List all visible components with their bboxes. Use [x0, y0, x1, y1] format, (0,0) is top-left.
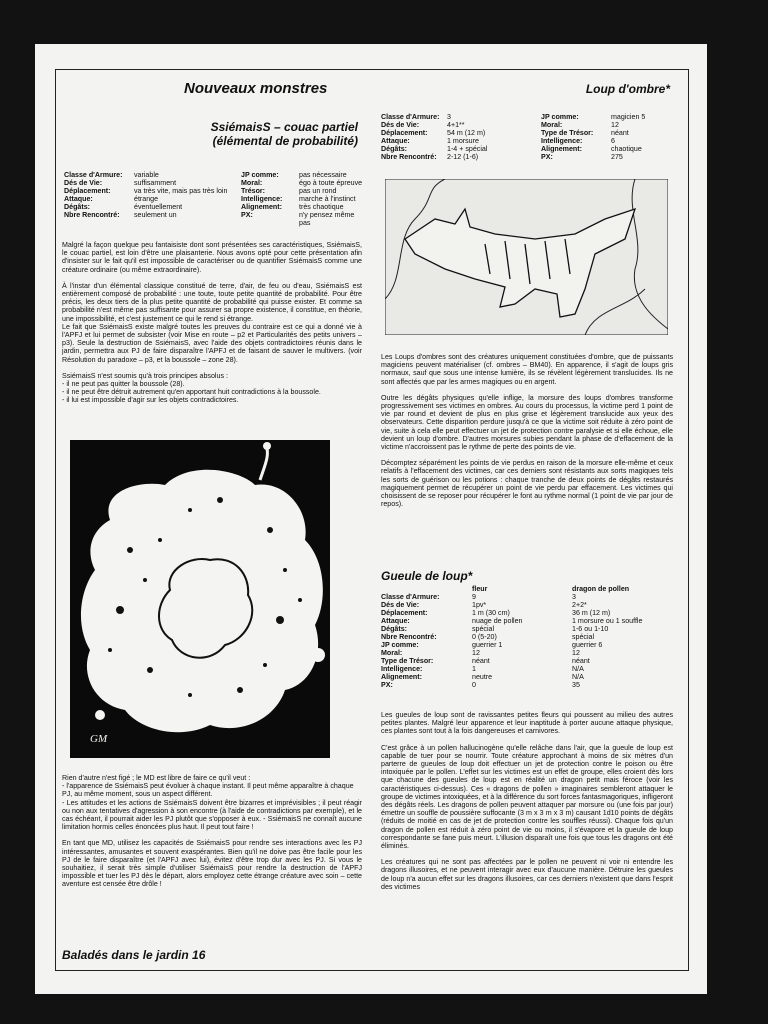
stat-label: Nbre Rencontré: — [64, 211, 120, 219]
stat-value: seulement un — [134, 211, 177, 219]
paragraph: Décomptez séparément les points de vie perdus en raison de la morsure elle-même et ceux relatifs à l'effacement des victimes, car ces derniers sont résistants aux sorts magiques tels les sorts de guérison ou les potions : chaque tranche de deux points de dégâts restaurés magiquement permet de récupérer un point de vie perdu par effacement. Les victimes qui choisissent de se reposer pour récupérer le font au rythme normal (1 point de vie par jour de repos). — [381, 459, 673, 509]
ssiemaiss-stats-right — [241, 171, 363, 227]
stat-value: marche à l'instinct — [299, 195, 356, 203]
stat-label: Attaque: — [381, 617, 410, 625]
stat-value: guerrier 1 — [472, 641, 503, 649]
stat-row — [241, 211, 363, 227]
stat-label: Type de Trésor: — [541, 129, 594, 137]
stat-value: n'y pensez même pas — [299, 211, 355, 227]
stat-value: 3 — [447, 113, 451, 121]
illustration-signature: GM — [90, 733, 108, 745]
stat-label: Dégâts: — [64, 203, 91, 211]
stat-value: égo à toute épreuve — [299, 179, 363, 187]
stat-label: Nbre Rencontré: — [381, 633, 437, 641]
stat-value: 54 m (12 m) — [447, 129, 486, 137]
stat-value: variable — [134, 171, 159, 179]
stat-row — [381, 633, 671, 641]
stat-label: Attaque: — [381, 137, 410, 145]
stat-row — [241, 179, 363, 187]
paragraph: - Les attitudes et les actions de SsiémaisS doivent être bizarres et imprévisibles ; il peut réagir ou non aux tentatives d'agression à son encontre (à l'aide de contradictions par exemple), et le cas échéant, il pourrait aider les PJ plutôt que s'opposer à eux. - SsiémaisS ne connaît aucune limitation hormis celles énoncées plus haut. Il peut tout faire ! — [62, 798, 362, 832]
stat-row — [381, 665, 671, 673]
stat-value: 3 — [572, 593, 576, 601]
stat-row — [381, 617, 671, 625]
stat-row — [381, 593, 671, 601]
stat-row — [381, 641, 671, 649]
stat-value: 1 morsure ou 1 souffle — [572, 617, 643, 625]
stat-label: JP comme: — [381, 641, 419, 649]
stat-row — [64, 187, 239, 195]
stat-row — [64, 203, 239, 211]
stat-row — [241, 187, 363, 195]
loup-stats-right — [541, 113, 661, 161]
stat-value: 0 (5-20) — [472, 633, 497, 641]
stat-value: 12 — [472, 649, 480, 657]
ssiemaiss-stats-left — [64, 171, 239, 219]
list-item: - il ne peut pas quitter la boussole (28). — [62, 380, 185, 389]
stat-label: Trésor: — [241, 187, 266, 195]
stat-row — [381, 129, 529, 137]
paragraph: Les créatures qui ne sont pas affectées par le pollen ne peuvent ni voir ni entendre les dragons illusoires, et ne peuvent interagir avec eux d'aucune manière. Détruire les gueules de loup n'a aucun effet sur les dragons illusoires, car ces derniers n'existent que dans l'esprit des victimes — [381, 858, 673, 891]
stat-value: 9 — [472, 593, 476, 601]
stat-row — [541, 137, 661, 145]
stat-label: PX: — [241, 211, 253, 219]
column-header: fleur — [472, 585, 488, 593]
stat-label: Moral: — [241, 179, 263, 187]
ssiemaiss-title-line2: (élémental de probabilité) — [212, 134, 358, 148]
rule-list — [62, 380, 362, 405]
stat-label: Déplacement: — [64, 187, 111, 195]
list-item: - il lui est impossible d'agir sur les objets contradictoires. — [62, 396, 239, 405]
paragraph: SsiémaisS n'est soumis qu'à trois principes absolus : — [62, 371, 228, 380]
stat-value: N/A — [572, 665, 584, 673]
ssiemaiss-title-line1: SsiémaisS – couac partiel — [210, 120, 358, 134]
stat-label: Alignement: — [241, 203, 282, 211]
stat-row — [381, 649, 671, 657]
stat-row — [541, 145, 661, 153]
stat-label: Dés de Vie: — [64, 179, 103, 187]
stat-value: va très vite, mais pas très loin — [134, 187, 228, 195]
stat-value: très chaotique — [299, 203, 344, 211]
page-footer: Baladés dans le jardin 16 — [62, 948, 206, 962]
stat-value: néant — [472, 657, 490, 665]
stat-value: néant — [572, 657, 590, 665]
stat-row — [241, 195, 363, 203]
stat-label: Type de Trésor: — [381, 657, 434, 665]
stat-value: nuage de pollen — [472, 617, 523, 625]
stat-label: Nbre Rencontré: — [381, 153, 437, 161]
stat-row — [241, 203, 363, 211]
ssiemaiss-heading — [190, 120, 358, 148]
loup-stats-left — [381, 113, 529, 161]
stat-label: Classe d'Armure: — [381, 593, 440, 601]
stat-label: Déplacement: — [381, 609, 428, 617]
stat-label: Dégâts: — [381, 625, 408, 633]
stat-label: JP comme: — [541, 113, 579, 121]
column-header: dragon de pollen — [572, 585, 630, 593]
loup-text — [381, 353, 673, 516]
stat-value: neutre — [472, 673, 493, 681]
stat-row — [541, 129, 661, 137]
stat-value: 0 — [472, 681, 476, 689]
stat-row — [241, 171, 363, 179]
stat-label: Dés de Vie: — [381, 121, 420, 129]
stat-value: pas un rond — [299, 187, 337, 195]
list-item: - il ne peut être détruit autrement qu'en apportant huit contradictions à la boussole. — [62, 388, 321, 397]
stat-value: éventuellement — [134, 203, 183, 211]
ssiemaiss-illustration — [70, 440, 330, 758]
paragraph: Outre les dégâts physiques qu'elle inflige, la morsure des loups d'ombres transforme progressivement ses victimes en ombres. Au cours du processus, la victime perd 1 point de vie par round et devient de plus en plus grise et légèrement translucide aux yeux des observateurs. Cette disparition perdure jusqu'à ce que la victime soit réduite à zéro point de vie, suite à cela elle peut effectuer un jet de protection contre paralysie et si elle échoue, elle devient un loup d'ombre. D'autres morsures subies pendant la phase de d'effacement de la victime n'accroissent pas le rythme de perte des points de vie. — [381, 393, 673, 452]
stat-value: étrange — [134, 195, 159, 203]
stat-label: Classe d'Armure: — [381, 113, 440, 121]
stat-value: néant — [611, 129, 629, 137]
stat-row — [381, 673, 671, 681]
stat-row — [381, 609, 671, 617]
stat-row — [541, 153, 661, 161]
loup-title: Loup d'ombre* — [585, 82, 670, 96]
gueule-text — [381, 711, 673, 899]
stat-row — [381, 137, 529, 145]
gueule-title: Gueule de loup* — [381, 569, 473, 583]
stat-value: 36 m (12 m) — [572, 609, 611, 617]
loup-illustration — [385, 179, 668, 335]
stat-value: spécial — [572, 633, 595, 641]
stat-value: 1-4 + spécial — [447, 145, 488, 153]
stat-value: suffisamment — [134, 179, 177, 187]
stat-value: spécial — [472, 625, 495, 633]
stat-row — [381, 153, 529, 161]
stat-row — [381, 657, 671, 665]
stat-label: Intelligence: — [241, 195, 283, 203]
paragraph: En tant que MD, utilisez les capacités de SsiémaisS pour rendre ses interactions avec les PJ intéressantes, amusantes et souvent exaspérantes. Bien qu'il ne doive pas être facile pour les PJ de le faire disparaître (et l'APFJ avec lui), évitez d'être trop dur avec les PJ. Si vous le souhaitiez, il serait très simple d'utiliser SsiémaisS pour rendre la destruction de l'APFJ impossible et tuer les PJ dès le départ, alors employez cette étrange créature avec soin – cette aventure est censée être drôle ! — [62, 839, 362, 889]
stat-value: 12 — [572, 649, 580, 657]
stat-label: Classe d'Armure: — [64, 171, 123, 179]
paragraph: Les Loups d'ombres sont des créatures uniquement constituées d'ombre, que de puissants magiciens peuvent matérialiser (cf. ombres – BM40). En apparence, il s'agit de loups gris normaux, sauf que sous une intense lumière, ils se révèlent légèrement translucides. Ils ne sont affectés que par les armes magiques ou en argent. — [381, 353, 673, 386]
stat-value: 12 — [611, 121, 619, 129]
stat-value: 1pv* — [472, 601, 487, 609]
stat-label: Déplacement: — [381, 129, 428, 137]
stat-value: 275 — [611, 153, 623, 161]
stat-row — [381, 601, 671, 609]
stat-value: 35 — [572, 681, 580, 689]
stat-value: pas nécessaire — [299, 171, 347, 179]
stat-row — [381, 681, 671, 689]
stat-row — [381, 113, 529, 121]
stat-label: Dés de Vie: — [381, 601, 420, 609]
stat-row — [541, 113, 661, 121]
page-title: Nouveaux monstres — [184, 80, 328, 97]
stat-value: 1-6 ou 1-10 — [572, 625, 609, 633]
stat-value: 4+1** — [447, 121, 465, 129]
stat-value: chaotique — [611, 145, 642, 153]
stat-row — [381, 121, 529, 129]
stat-value: 1 — [472, 665, 476, 673]
paragraph: Le fait que SsiémaisS existe malgré toutes les preuves du contraire est ce qui a donné vie à l'APFJ et lui permet de subsister (voir Mise en route – p2 et Particularités des petits univers – p3). Seule la destruction de SsiémaisS, avec l'aide des objets contradictoires réunis dans le jardin, permettra aux PJ de faire disparaître l'APFJ et de faisant de sauver le multivers. (voir Résolution du paradoxe – p3, et la boussole – zone 28). — [62, 322, 362, 364]
stat-label: Moral: — [381, 649, 403, 657]
stat-label: Dégâts: — [381, 145, 408, 153]
stat-value: magicien 5 — [611, 113, 646, 121]
paragraph: Malgré la façon quelque peu fantaisiste dont sont présentées ses caractéristiques, SsiémaisS, le couac partiel, est loin d'être une plaisanterie. Nous avons opté pour cette présentation afin d'insister sur le fait qu'il est impossible de caractériser ou de quantifier SsiémaisS comme une créature ordinaire (ou même extraordinaire). — [62, 241, 362, 274]
stat-row — [381, 145, 529, 153]
stat-label: Intelligence: — [541, 137, 583, 145]
stat-value: 6 — [611, 137, 615, 145]
stat-label: Attaque: — [64, 195, 93, 203]
stat-label: Alignement: — [381, 673, 422, 681]
stat-row — [64, 195, 239, 203]
stat-row — [381, 625, 671, 633]
stat-label: PX: — [541, 153, 553, 161]
paragraph: Les gueules de loup sont de ravissantes petites fleurs qui poussent au milieu des autres petites plantes. Malgré leur apparence et leur inaptitude à porter aucune attaque physique, ces plantes sont tout à la fois dangereuses et carnivores. — [381, 711, 673, 736]
paragraph: C'est grâce à un pollen hallucinogène qu'elle relâche dans l'air, que la gueule de loup est capable de tuer pour se nourrir. Toute créature approchant à moins de six mètres d'un parterre de gueules de loup doit effectuer un jet de protection contre le poison ou être intoxiquée par le pollen. L'effet sur les victimes est un effet de groupe, elles croient dès lors que chacune des gueules de loup est en réalité un dragon petit mais féroce (voir les caractéristiques ci-dessus). Ces « dragons de pollen » imaginaires sembleront attaquer le groupe de victimes intoxiquées, et à la différence du sort forces fantasmagoriques, infligeront des dégâts réels. Les dragons de pollen peuvent attaquer par morsure ou (une fois par jour) émettre un souffle de poussière suffocante (3 m x 3 m x 3 m) causant 1d10 points de dégâts (réduits de moitié en cas de jet de protection contre les souffles réussi). Chaque fois qu'un dragon de pollen est réduit à zéro point de vie ou moins, il s'évapore et la gueule de loup correspondante se fane puis meurt. L'illusion disparaît une fois que tous les dragons ont été éliminés. — [381, 743, 673, 851]
stat-row — [64, 179, 239, 187]
stat-value: guerrier 6 — [572, 641, 603, 649]
stat-label: PX: — [381, 681, 393, 689]
stat-value: 1 m (30 cm) — [472, 609, 510, 617]
paragraph: Rien d'autre n'est figé ; le MD est libre de faire ce qu'il veut : — [62, 774, 251, 782]
paragraph: - l'apparence de SsiémaisS peut évoluer à chaque instant. Il peut même apparaître à chaque PJ, au même moment, sous un aspect différent. — [62, 782, 354, 799]
stat-row — [64, 171, 239, 179]
stat-label: Alignement: — [541, 145, 582, 153]
stat-label: Moral: — [541, 121, 563, 129]
stat-label: Intelligence: — [381, 665, 423, 673]
ssiemaiss-text-bottom — [62, 774, 362, 897]
stat-value: 2-12 (1-6) — [447, 153, 479, 161]
stat-value: N/A — [572, 673, 584, 681]
gueule-stats — [381, 585, 671, 689]
stat-value: 2+2* — [572, 601, 587, 609]
stat-value: 1 morsure — [447, 137, 479, 145]
stat-row — [541, 121, 661, 129]
stat-row — [64, 211, 239, 219]
ssiemaiss-text-top — [62, 241, 362, 405]
paragraph: À l'instar d'un élémental classique constitué de terre, d'air, de feu ou d'eau, SsiémaisS est entièrement composé de probabilité : une toute, toute petite quantité de probabilité. Pour être précis, les deux tiers de la plus petite quantité de probabilité qui puisse exister. Et comme sa probabilité n'est même pas suffisante pour assurer sa propre existence, il constitue, en théorie, une impossibilité, et c'est justement ce qui le rend si étrange. — [62, 281, 362, 323]
stat-label: JP comme: — [241, 171, 279, 179]
